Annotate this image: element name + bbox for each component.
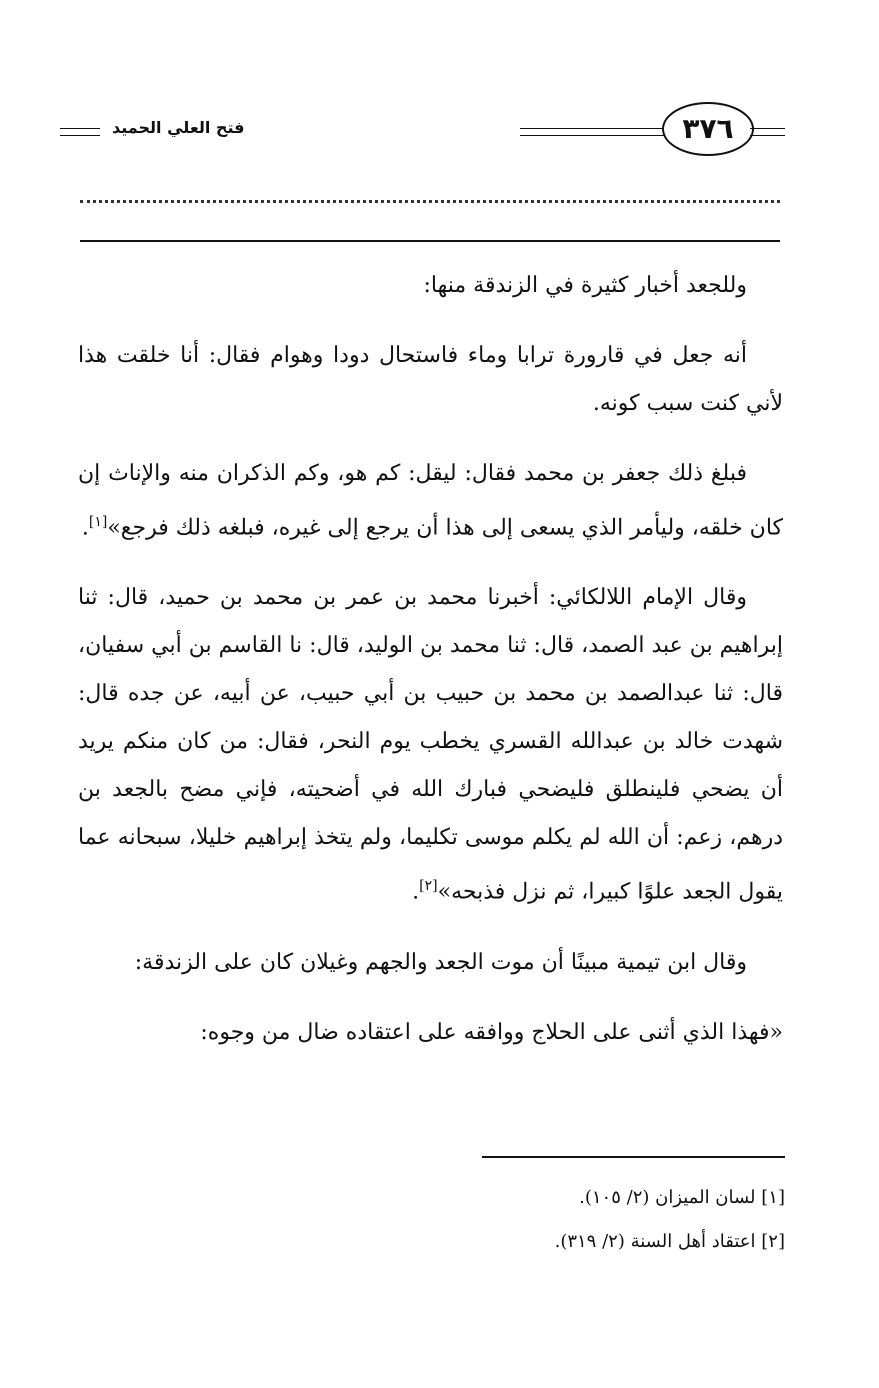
header-ornament-right [750, 128, 785, 136]
paragraph: «فهذا الذي أثنى على الحلاج ووافقه على اعتقاده ضال من وجوه: [200, 1019, 783, 1045]
paragraph: وقال ابن تيمية مبينًا أن موت الجعد والجهم وغيلان كان على الزندقة: [134, 949, 747, 975]
paragraph: فبلغ ذلك جعفر بن محمد فقال: ليقل: كم هو، وكم الذكران منه والإناث إن كان خلقه، وليأمر الذي يسعى إلى هذا أن يرجع إلى غيره، فبلغه ذلك فرجع»[١]. [78, 461, 783, 541]
book-title: فتح العلي الحميد [112, 118, 245, 137]
footnote: [١] لسان الميزان (٢/ ١٠٥). [579, 1187, 785, 1208]
header-ornament-left [60, 128, 100, 136]
paragraph-text: فبلغ ذلك جعفر بن محمد فقال: ليقل: كم هو، وكم الذكران منه والإناث إن كان خلقه، وليأمر الذي يسعى إلى هذا أن يرجع إلى غيره، فبلغه ذلك فرجع» [78, 461, 783, 541]
paragraph: أنه جعل في قارورة ترابا وماء فاستحال دودا وهوام فقال: أنا خلقت هذا لأني كنت سبب كونه. [78, 343, 783, 416]
footnote-ref: [١] [88, 514, 108, 530]
footnotes [300, 1176, 785, 1264]
paragraph: وللجعد أخبار كثيرة في الزندقة منها: [423, 273, 747, 298]
paragraph-text: وقال الإمام اللالكائي: أخبرنا محمد بن عمر بن محمد بن حميد، قال: ثنا إبراهيم بن عبد الصمد، قال: ثنا محمد بن الوليد، قال: نا القاسم بن أبي سفيان، قال: ثنا عبدالصمد بن محمد بن حبيب بن أبي حبيب، عن أبيه، عن جده قال: شهدت خالد بن عبدالله القسري يخطب يوم النحر، فقال: من كان منكم يريد أن يضحي فلينطلق فليضحي فبارك الله في أضحيته، فإني مضح بالجعد بن درهم، زعم: أن الله لم يكلم موسى تكليما، ولم يتخذ إبراهيم خليلا، سبحانه عما يقول الجعد علوًا كبيرا، ثم نزل فذبحه» [78, 585, 783, 905]
footnote-ref: [٢] [419, 878, 438, 895]
main-text [78, 262, 783, 1079]
top-rule [80, 240, 780, 242]
footnote-rule [482, 1156, 785, 1158]
page-header [60, 100, 785, 160]
dotted-separator [80, 200, 780, 203]
footnote: [٢] اعتقاد أهل السنة (٢/ ٣١٩). [554, 1231, 785, 1252]
page-number: ٣٧٦ [662, 102, 754, 156]
paragraph: وقال الإمام اللالكائي: أخبرنا محمد بن عمر بن محمد بن حميد، قال: ثنا إبراهيم بن عبد الصمد، قال: ثنا محمد بن الوليد، قال: نا القاسم بن أبي سفيان، قال: ثنا عبدالصمد بن محمد بن حبيب بن أبي حبيب، عن أبيه، عن جده قال: شهدت خالد بن عبدالله القسري يخطب يوم النحر، فقال: من كان منكم يريد أن يضحي فلينطلق فليضحي فبارك الله في أضحيته، فإني مضح بالجعد بن درهم، زعم: أن الله لم يكلم موسى تكليما، ولم يتخذ إبراهيم خليلا، سبحانه عما يقول الجعد علوًا كبيرا، ثم نزل فذبحه»[٢]. [78, 585, 783, 905]
